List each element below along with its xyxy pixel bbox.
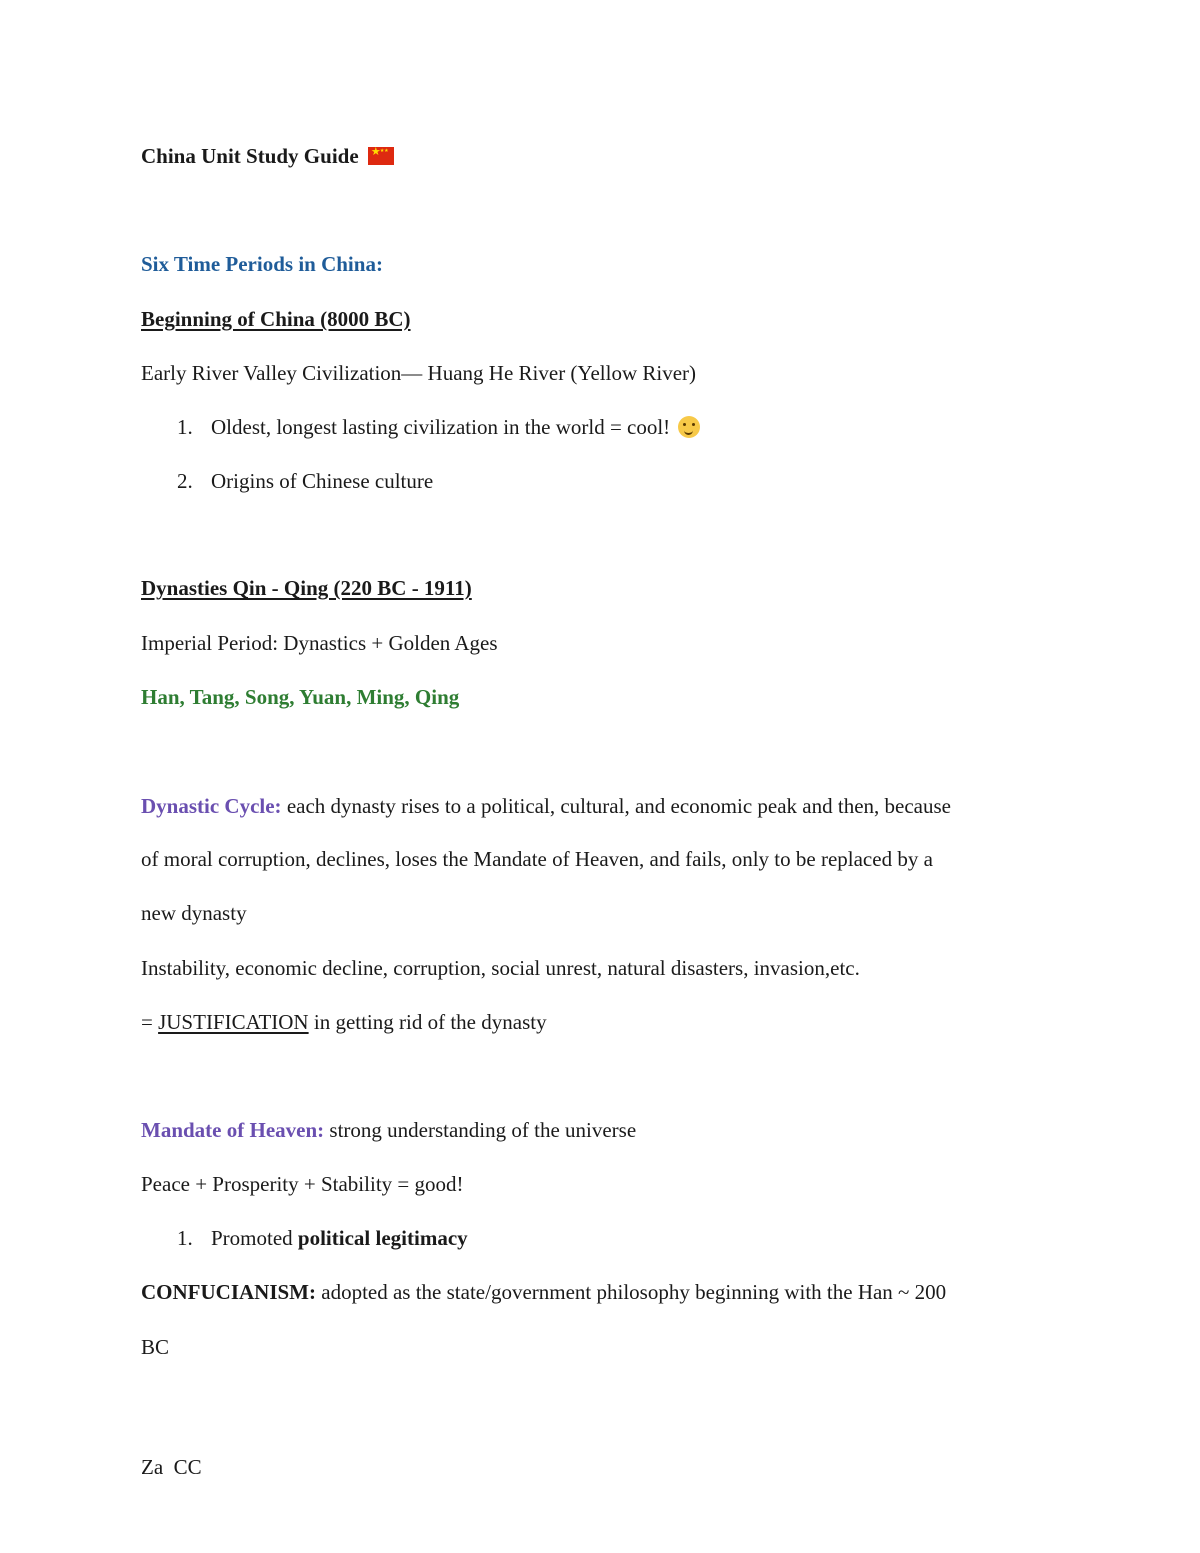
beginning-heading: Beginning of China (8000 BC) xyxy=(141,307,411,331)
list-number: 2. xyxy=(177,469,193,493)
dynasty-names: Han, Tang, Song, Yuan, Ming, Qing xyxy=(141,685,460,709)
dynasties-description: Imperial Period: Dynastics + Golden Ages xyxy=(141,631,498,655)
section-heading: Six Time Periods in China: xyxy=(141,252,383,276)
footer-text: Za CC xyxy=(141,1455,202,1479)
justification-line xyxy=(141,1012,547,1033)
list-item xyxy=(141,416,700,438)
dynastic-cycle-line-1 xyxy=(141,796,951,817)
mandate-line-1 xyxy=(141,1120,636,1141)
dynastic-cycle-line-2: of moral corruption, declines, loses the Mandate of Heaven, and fails, only to be replaced by a xyxy=(141,847,933,871)
list-number: 1. xyxy=(177,415,193,439)
partying-face-icon xyxy=(678,416,700,438)
justification-word: JUSTIFICATION xyxy=(158,1010,309,1034)
mandate-term: Mandate of Heaven: xyxy=(141,1118,325,1142)
justification-prefix: = xyxy=(141,1010,159,1034)
mandate-definition: strong understanding of the universe xyxy=(324,1118,637,1142)
list-item xyxy=(141,471,433,492)
confucianism-definition: adopted as the state/government philosophy beginning with the Han ~ 200 xyxy=(316,1280,947,1304)
confucianism-line-1 xyxy=(141,1282,946,1303)
dynastic-cycle-line-3: new dynasty xyxy=(141,901,247,925)
dynastic-cycle-term: Dynastic Cycle: xyxy=(141,794,282,818)
beginning-description: Early River Valley Civilization— Huang He River (Yellow River) xyxy=(141,361,697,385)
confucianism-term: CONFUCIANISM: xyxy=(141,1280,316,1304)
list-item xyxy=(141,1228,468,1249)
dynastic-cycle-definition: each dynasty rises to a political, cultural, and economic peak and then, because xyxy=(281,794,951,818)
document-title-line xyxy=(141,146,394,167)
list-text: Promoted xyxy=(211,1226,298,1250)
mandate-line-2: Peace + Prosperity + Stability = good! xyxy=(141,1172,464,1196)
justification-suffix: in getting rid of the dynasty xyxy=(308,1010,547,1034)
document-title: China Unit Study Guide xyxy=(141,144,359,168)
list-text: Oldest, longest lasting civilization in the world = cool! xyxy=(211,415,671,439)
list-text-bold: political legitimacy xyxy=(297,1226,468,1250)
dynasties-heading: Dynasties Qin - Qing (220 BC - 1911) xyxy=(141,576,472,600)
confucianism-line-2: BC xyxy=(141,1335,170,1359)
dynastic-cycle-line-4: Instability, economic decline, corruption, social unrest, natural disasters, invasion,etc. xyxy=(141,956,860,980)
list-number: 1. xyxy=(177,1226,193,1250)
list-text: Origins of Chinese culture xyxy=(211,469,434,493)
china-flag-icon xyxy=(368,147,394,165)
